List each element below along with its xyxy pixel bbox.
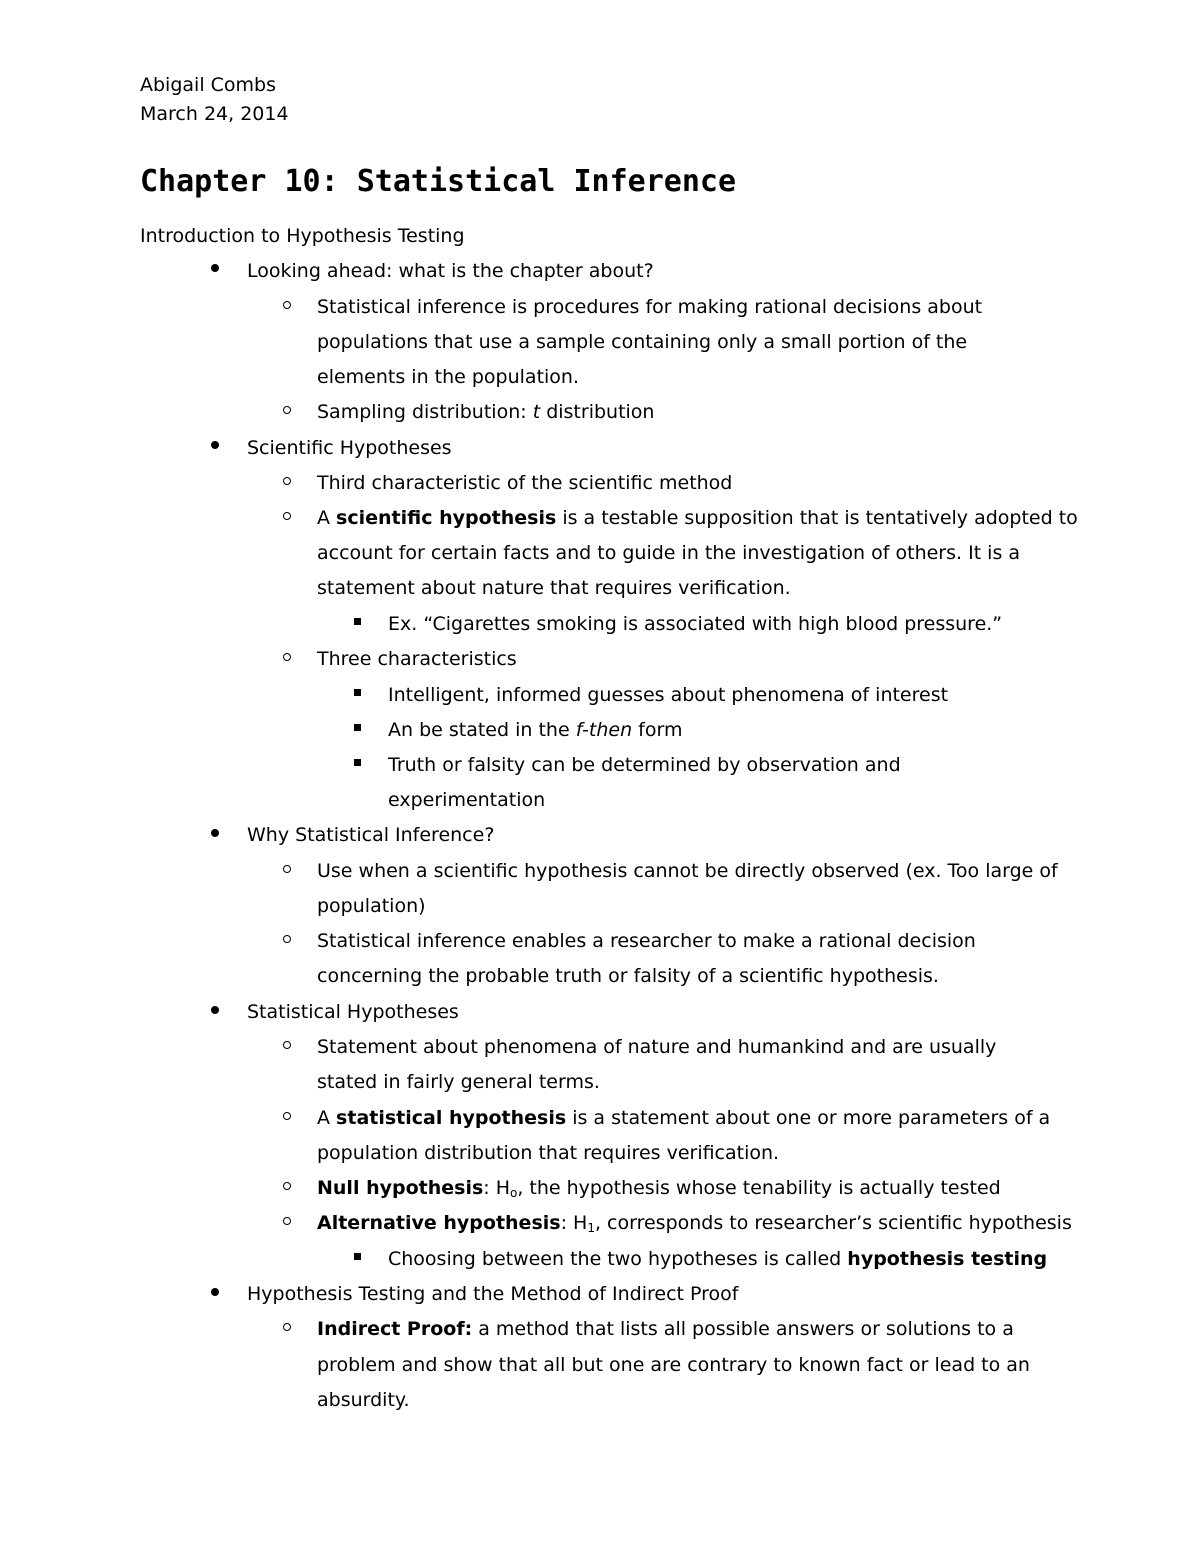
- third-characteristic-item: Third characteristic of the scientific method: [317, 472, 733, 494]
- hypothesis-testing-item: Choosing between the two hypotheses is called hypothesis testing: [388, 1248, 1048, 1270]
- bullet-circle-icon: [283, 935, 291, 943]
- bullet-circle-icon: [283, 477, 291, 485]
- statement-line-2: stated in fairly general terms.: [317, 1071, 600, 1093]
- null-hypothesis-item: Null hypothesis: $H_o$, the hypothesis whose tenability is actually tested: [317, 1177, 1001, 1200]
- example-item: Ex. “Cigarettes smoking is associated with high blood pressure.”: [388, 613, 1003, 635]
- bullet-square-icon: [354, 689, 361, 696]
- scientific-hypothesis-def-line-1: A scientific hypothesis is a testable supposition that is tentatively adopted to: [317, 507, 1078, 529]
- statistical-hypothesis-def-line-1: A statistical hypothesis is a statement about one or more parameters of a: [317, 1107, 1051, 1129]
- section-heading: Introduction to Hypothesis Testing: [140, 225, 465, 247]
- bullet-disc-icon: [211, 1288, 219, 1296]
- inference-def-line-2: populations that use a sample containing only a small portion of the: [317, 331, 968, 353]
- bullet-circle-icon: [283, 406, 291, 414]
- bullet-square-icon: [354, 724, 361, 731]
- characteristic-1: Intelligent, informed guesses about phenomena of interest: [388, 684, 949, 706]
- author-name: Abigail Combs: [140, 74, 276, 96]
- document-date: March 24, 2014: [140, 103, 289, 125]
- three-characteristics-item: Three characteristics: [317, 648, 517, 670]
- sampling-distribution-item: Sampling distribution: t distribution: [317, 401, 655, 423]
- bullet-disc-icon: [211, 441, 219, 449]
- bullet-circle-icon: [283, 1182, 291, 1190]
- bullet-circle-icon: [283, 1217, 291, 1225]
- use-when-line-2: population): [317, 895, 426, 917]
- scientific-hypothesis-def-line-2: account for certain facts and to guide in the investigation of others. It is a: [317, 542, 1021, 564]
- bullet-disc-icon: [211, 829, 219, 837]
- characteristic-3-line-2: experimentation: [388, 789, 546, 811]
- bullet-circle-icon: [283, 1112, 291, 1120]
- indirect-proof-def-line-3: absurdity.: [317, 1389, 410, 1411]
- bullet-circle-icon: [283, 512, 291, 520]
- bullet-square-icon: [354, 759, 361, 766]
- bullet-statistical-hypotheses: Statistical Hypotheses: [247, 1001, 459, 1023]
- inference-def-line-1: Statistical inference is procedures for making rational decisions about: [317, 296, 983, 318]
- statement-line-1: Statement about phenomena of nature and humankind and are usually: [317, 1036, 997, 1058]
- use-when-line-1: Use when a scientific hypothesis cannot be directly observed (ex. Too large of: [317, 860, 1058, 882]
- enables-line-2: concerning the probable truth or falsity of a scientific hypothesis.: [317, 965, 939, 987]
- bullet-why-statistical-inference: Why Statistical Inference?: [247, 824, 495, 846]
- bullet-square-icon: [354, 1253, 361, 1260]
- bullet-disc-icon: [211, 264, 219, 272]
- bullet-square-icon: [354, 618, 361, 625]
- enables-line-1: Statistical inference enables a researcher to make a rational decision: [317, 930, 976, 952]
- bullet-circle-icon: [283, 865, 291, 873]
- chapter-title: Chapter 10: Statistical Inference: [140, 164, 737, 199]
- indirect-proof-def-line-1: Indirect Proof: a method that lists all possible answers or solutions to a: [317, 1318, 1014, 1340]
- statistical-hypothesis-def-line-2: population distribution that requires verification.: [317, 1142, 780, 1164]
- bullet-circle-icon: [283, 1323, 291, 1331]
- characteristic-3-line-1: Truth or falsity can be determined by observation and: [388, 754, 901, 776]
- bullet-indirect-proof: Hypothesis Testing and the Method of Indirect Proof: [247, 1283, 739, 1305]
- bullet-scientific-hypotheses: Scientific Hypotheses: [247, 437, 452, 459]
- bullet-circle-icon: [283, 1041, 291, 1049]
- bullet-disc-icon: [211, 1006, 219, 1014]
- bullet-circle-icon: [283, 653, 291, 661]
- alternative-hypothesis-item: Alternative hypothesis: $H_1$, corresponds to researcher’s scientific hypothesis: [317, 1212, 1072, 1235]
- scientific-hypothesis-def-line-3: statement about nature that requires verification.: [317, 577, 791, 599]
- characteristic-2: An be stated in the f-then form: [388, 719, 683, 741]
- bullet-looking-ahead: Looking ahead: what is the chapter about?: [247, 260, 654, 282]
- indirect-proof-def-line-2: problem and show that all but one are contrary to known fact or lead to an: [317, 1354, 1030, 1376]
- inference-def-line-3: elements in the population.: [317, 366, 580, 388]
- bullet-circle-icon: [283, 301, 291, 309]
